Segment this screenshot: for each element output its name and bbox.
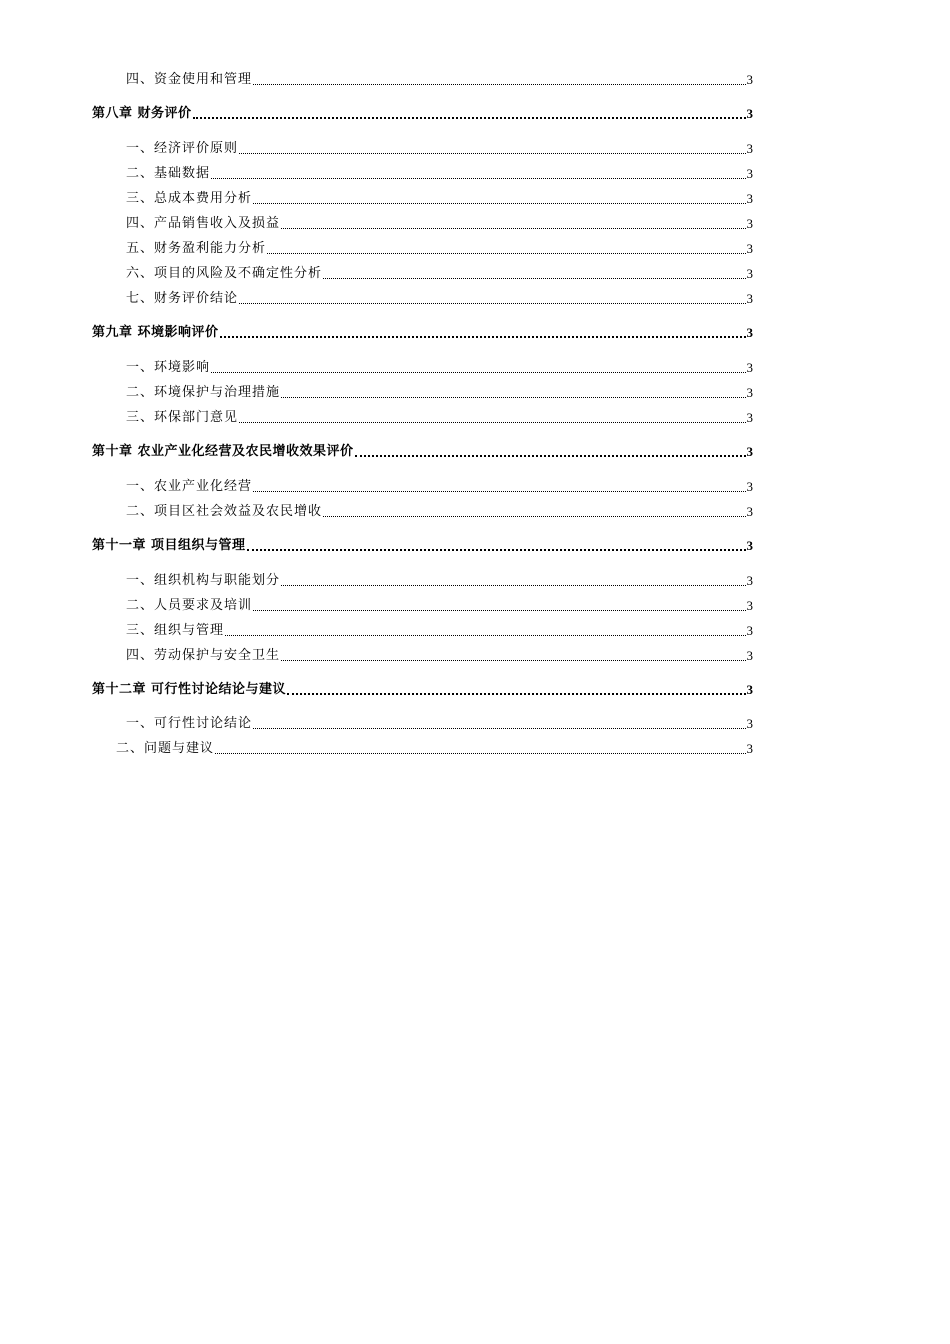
dot-leader [281, 585, 745, 586]
toc-entry-page: 3 [746, 106, 753, 121]
toc-entry-section[interactable] [0, 617, 950, 639]
dot-leader [281, 660, 745, 661]
toc-entry-section[interactable] [0, 66, 950, 88]
toc-entry-page: 3 [746, 479, 753, 494]
toc-entry-title: 二、人员要求及培训 [126, 598, 253, 613]
dot-leader [281, 228, 745, 229]
toc-entry-section[interactable] [0, 567, 950, 589]
toc-entry-page: 3 [746, 72, 753, 87]
toc-entry-title: 一、农业产业化经营 [126, 479, 253, 494]
dot-leader [225, 635, 745, 636]
toc-entry-page: 3 [746, 166, 753, 181]
toc-entry-page: 3 [746, 648, 753, 663]
dot-leader [267, 253, 745, 254]
toc-entry-section[interactable] [0, 379, 950, 401]
toc-entry-section[interactable] [0, 404, 950, 426]
toc-entry-title: 一、组织机构与职能划分 [126, 573, 281, 588]
dot-leader [355, 455, 746, 457]
toc-entry-title: 第十一章 项目组织与管理 [92, 538, 246, 553]
toc-entry-page: 3 [746, 716, 753, 731]
toc-entry-title: 四、资金使用和管理 [126, 72, 253, 87]
toc-entry-title: 一、经济评价原则 [126, 141, 239, 156]
toc-entry-title: 六、项目的风险及不确定性分析 [126, 266, 323, 281]
toc-entry-section[interactable] [0, 592, 950, 614]
toc-entry-title: 四、劳动保护与安全卫生 [126, 648, 281, 663]
toc-entry-chapter[interactable] [0, 676, 950, 698]
toc-entry-page: 3 [746, 385, 753, 400]
toc-entry-title: 二、项目区社会效益及农民增收 [126, 504, 323, 519]
toc-entry-section[interactable] [0, 642, 950, 664]
toc-entry-page: 3 [746, 682, 753, 697]
toc-entry-title: 一、可行性讨论结论 [126, 716, 253, 731]
toc-entry-section[interactable] [0, 735, 950, 757]
toc-entry-page: 3 [746, 141, 753, 156]
toc-entry-section[interactable] [0, 260, 950, 282]
toc-entry-title: 第八章 财务评价 [92, 106, 192, 121]
toc-entry-page: 3 [746, 291, 753, 306]
toc-entry-title: 七、财务评价结论 [126, 291, 239, 306]
toc-entry-title: 五、财务盈利能力分析 [126, 241, 267, 256]
toc-entry-page: 3 [746, 598, 753, 613]
dot-leader [253, 728, 745, 729]
dot-leader [211, 178, 745, 179]
toc-entry-page: 3 [746, 216, 753, 231]
toc-entry-title: 二、基础数据 [126, 166, 211, 181]
toc-entry-page: 3 [746, 504, 753, 519]
toc-entry-page: 3 [746, 360, 753, 375]
toc-entry-page: 3 [746, 266, 753, 281]
dot-leader [323, 278, 745, 279]
toc-entry-title: 第十二章 可行性讨论结论与建议 [92, 682, 287, 697]
toc-entry-title: 四、产品销售收入及损益 [126, 216, 281, 231]
toc-entry-page: 3 [746, 444, 753, 459]
toc-entry-title: 第九章 环境影响评价 [92, 325, 219, 340]
dot-leader [215, 753, 745, 754]
toc-entry-section[interactable] [0, 210, 950, 232]
dot-leader [247, 549, 746, 551]
toc-entry-page: 3 [746, 410, 753, 425]
toc-entry-page: 3 [746, 623, 753, 638]
toc-entry-section[interactable] [0, 710, 950, 732]
dot-leader [220, 336, 746, 338]
toc-entry-title: 三、总成本费用分析 [126, 191, 253, 206]
toc-entry-section[interactable] [0, 285, 950, 307]
toc-entry-title: 二、问题与建议 [116, 741, 215, 756]
toc-entry-section[interactable] [0, 185, 950, 207]
dot-leader [323, 516, 745, 517]
toc-entry-chapter[interactable] [0, 532, 950, 554]
dot-leader [253, 491, 745, 492]
dot-leader [253, 203, 745, 204]
toc-entry-title: 三、环保部门意见 [126, 410, 239, 425]
toc-entry-title: 第十章 农业产业化经营及农民增收效果评价 [92, 444, 354, 459]
toc-entry-section[interactable] [0, 354, 950, 376]
dot-leader [287, 693, 745, 695]
toc-entry-page: 3 [746, 538, 753, 553]
dot-leader [239, 303, 745, 304]
dot-leader [281, 397, 745, 398]
dot-leader [211, 372, 745, 373]
dot-leader [239, 422, 745, 423]
toc-entry-chapter[interactable] [0, 319, 950, 341]
toc-entry-page: 3 [746, 741, 753, 756]
toc-entry-title: 一、环境影响 [126, 360, 211, 375]
dot-leader [193, 117, 746, 119]
toc-entry-section[interactable] [0, 498, 950, 520]
toc-entry-title: 二、环境保护与治理措施 [126, 385, 281, 400]
toc-entry-section[interactable] [0, 135, 950, 157]
toc-entry-section[interactable] [0, 473, 950, 495]
toc-entry-page: 3 [746, 241, 753, 256]
dot-leader [253, 84, 745, 85]
toc-entry-chapter[interactable] [0, 100, 950, 122]
dot-leader [253, 610, 745, 611]
dot-leader [239, 153, 745, 154]
toc-entry-section[interactable] [0, 160, 950, 182]
toc-entry-section[interactable] [0, 235, 950, 257]
toc-entry-chapter[interactable] [0, 438, 950, 460]
toc-entry-title: 三、组织与管理 [126, 623, 225, 638]
toc-entry-page: 3 [746, 191, 753, 206]
toc-entry-page: 3 [746, 573, 753, 588]
toc-entry-page: 3 [746, 325, 753, 340]
